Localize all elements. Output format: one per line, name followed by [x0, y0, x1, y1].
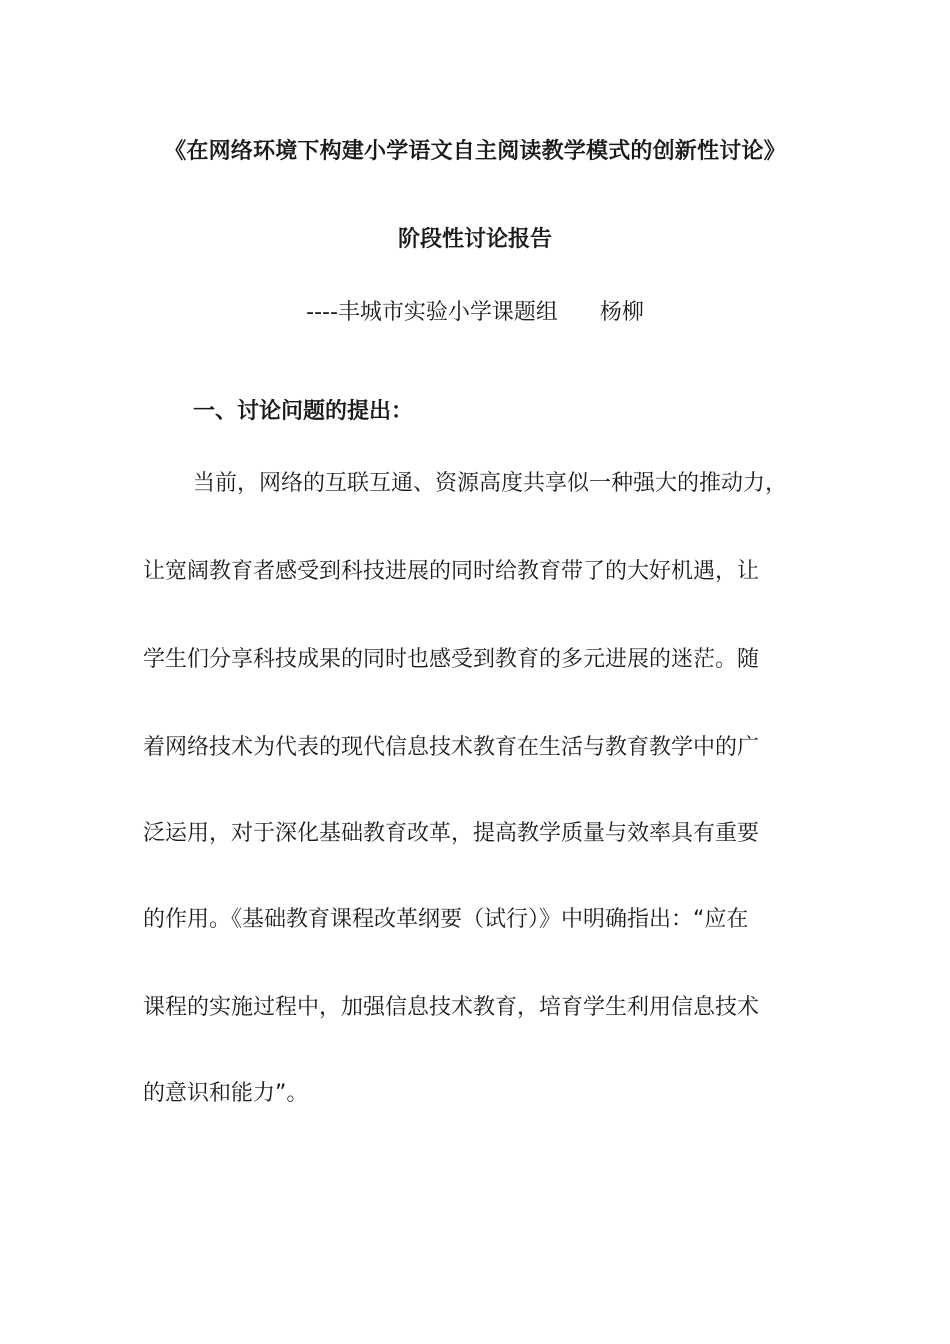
paragraph-line: 泛运用，对于深化基础教育改革，提高教学质量与效率具有重要 — [143, 821, 760, 846]
paragraph-line: 的作用。《基础教育课程改革纲要（试行）》中明确指出：“应在 — [143, 907, 749, 932]
paragraph-line: 学生们分享科技成果的同时也感受到教育的多元进展的迷茫。随 — [143, 647, 760, 672]
document-subtitle: 阶段性讨论报告 — [397, 227, 552, 252]
section-heading: 一、讨论问题的提出： — [193, 399, 414, 424]
paragraph-line: 当前，网络的互联互通、资源高度共享似一种强大的推动力， — [193, 471, 788, 496]
paragraph-line: 的意识和能力”。 — [143, 1081, 309, 1106]
paragraph-line: 课程的实施过程中，加强信息技术教育，培育学生利用信息技术 — [143, 995, 760, 1020]
document-title: 《在网络环境下构建小学语文自主阅读教学模式的创新性讨论》 — [164, 139, 786, 164]
paragraph-line: 让宽阔教育者感受到科技进展的同时给教育带了的大好机遇，让 — [143, 559, 760, 584]
author-byline: ----丰城市实验小学课题组 杨柳 — [306, 300, 644, 325]
paragraph-line: 着网络技术为代表的现代信息技术教育在生活与教育教学中的广 — [143, 735, 760, 760]
